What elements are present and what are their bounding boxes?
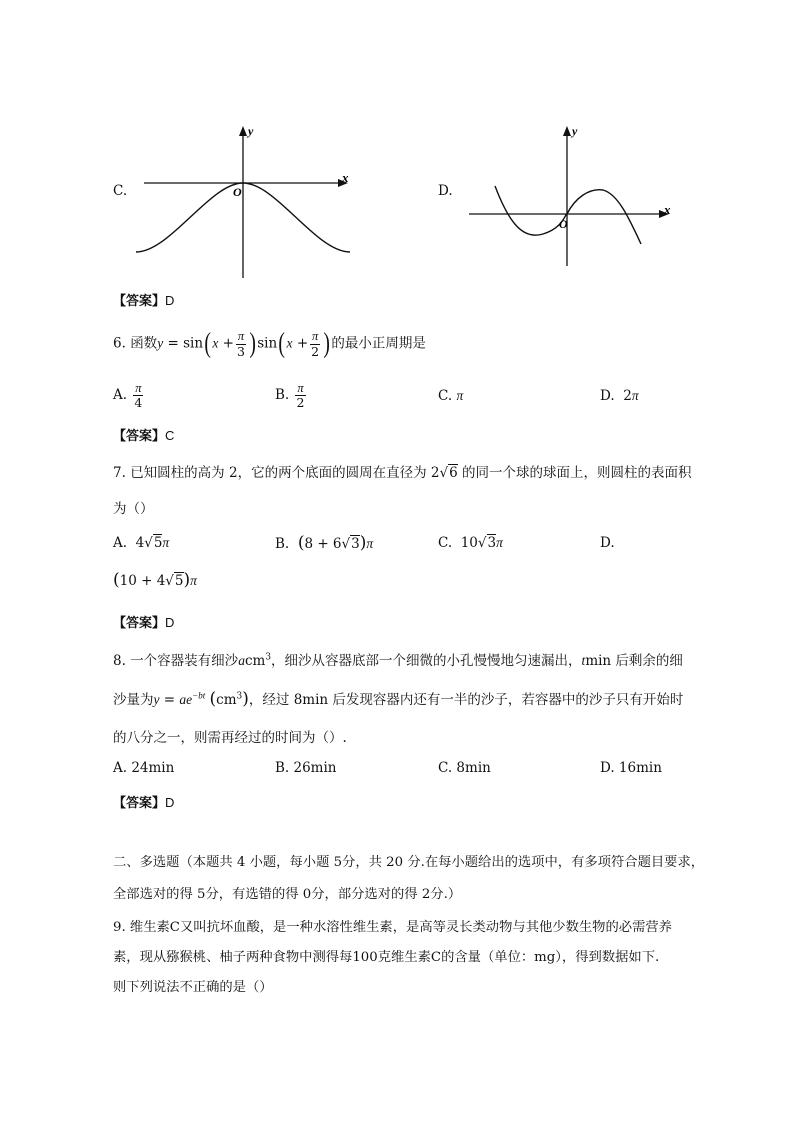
q8-option-b[interactable]: B. 26min (275, 760, 337, 776)
y-axis-label: y (572, 124, 578, 138)
q8-option-a[interactable]: A. 24min (113, 760, 175, 776)
section2-heading-line2: 全部选对的得 5分，有选错的得 0分，部分选对的得 2分.） (113, 887, 462, 902)
q5-option-c-label: C. (113, 183, 128, 199)
q7-option-c[interactable]: C. 10√3π (438, 535, 503, 551)
q5-answer: 【答案】D (113, 293, 175, 308)
q8-option-c[interactable]: C. 8min (438, 760, 491, 776)
q5-option-d-label: D. (438, 183, 453, 199)
q7-option-d[interactable]: (10 + 4√5)π (113, 570, 197, 590)
q7-option-a[interactable]: A. 4√5π (113, 535, 170, 551)
q9-stem-line2: 素，现从猕猴桃、柚子两种食物中测得每100克维生素C的含量（单位：mg），得到数据如下. (113, 950, 660, 965)
q8-stem-line3: 的八分之一，则需再经过的时间为（）. (113, 730, 347, 746)
q7-option-b[interactable]: B. (8 + 6√3)π (275, 533, 374, 553)
origin-label: O (233, 185, 242, 199)
curve (495, 186, 641, 244)
q8-stem-line2: 沙量为$y = ae^{-bt}$ $(cm^3)$，经过 8min 后发现容器内还有一半的沙子，若容器中的沙子只有开始时 (113, 689, 684, 709)
q9-stem-line3: 则下列说法不正确的是（） (113, 980, 273, 995)
q8-answer: 【答案】D (113, 795, 175, 810)
y-axis-arrow (563, 126, 571, 136)
q5-option-d-graph (463, 118, 683, 273)
x-axis-label: x (342, 170, 349, 185)
q9-stem-line1: 9. 维生素C又叫抗坏血酸，是一种水溶性维生素，是高等灵长类动物与其他少数生物的必需营养 (113, 920, 672, 935)
q7-stem-line2: 为（） (113, 501, 154, 517)
q7-answer: 【答案】D (113, 615, 175, 630)
section2-heading-line1: 二、多选题（本题共 4 小题，每小题 5分，共 20 分.在每小题给出的选项中，有多项符合题目要求， (113, 855, 705, 870)
q8-option-d[interactable]: D. 16min (600, 760, 662, 776)
q6-option-b[interactable]: B. $\frac{\pi}{2}$ (275, 381, 305, 411)
q7-stem-line1: 7. 已知圆柱的高为 2，它的两个底面的圆周在直径为 2√6 的同一个球的球面上，则圆柱的表面积 (113, 465, 692, 481)
q6-answer: 【答案】C (113, 428, 175, 443)
origin-label: O (559, 217, 568, 231)
q6-option-a[interactable]: A. $\frac{\pi}{4}$ (113, 381, 143, 411)
y-axis-label: y (248, 124, 254, 138)
y-axis-arrow (239, 126, 247, 136)
q6-option-c[interactable]: C. π (438, 388, 464, 404)
q6-option-d[interactable]: D. 2π (600, 388, 639, 404)
q8-stem-line1: 8. 一个容器装有细沙acm$^3$，细沙从容器底部一个细微的小孔慢慢地匀速漏出，tmin 后剩余的细 (113, 652, 683, 669)
q7-option-d-label[interactable]: D. (600, 535, 615, 551)
q5-option-c-graph (130, 120, 360, 285)
x-axis-label: x (664, 202, 671, 217)
q6-stem: 6. 函数y = sin(x + $\frac{\pi}{3}$ )sin(x + $\frac{\pi}{2}$ )的最小正周期是 (113, 328, 426, 359)
